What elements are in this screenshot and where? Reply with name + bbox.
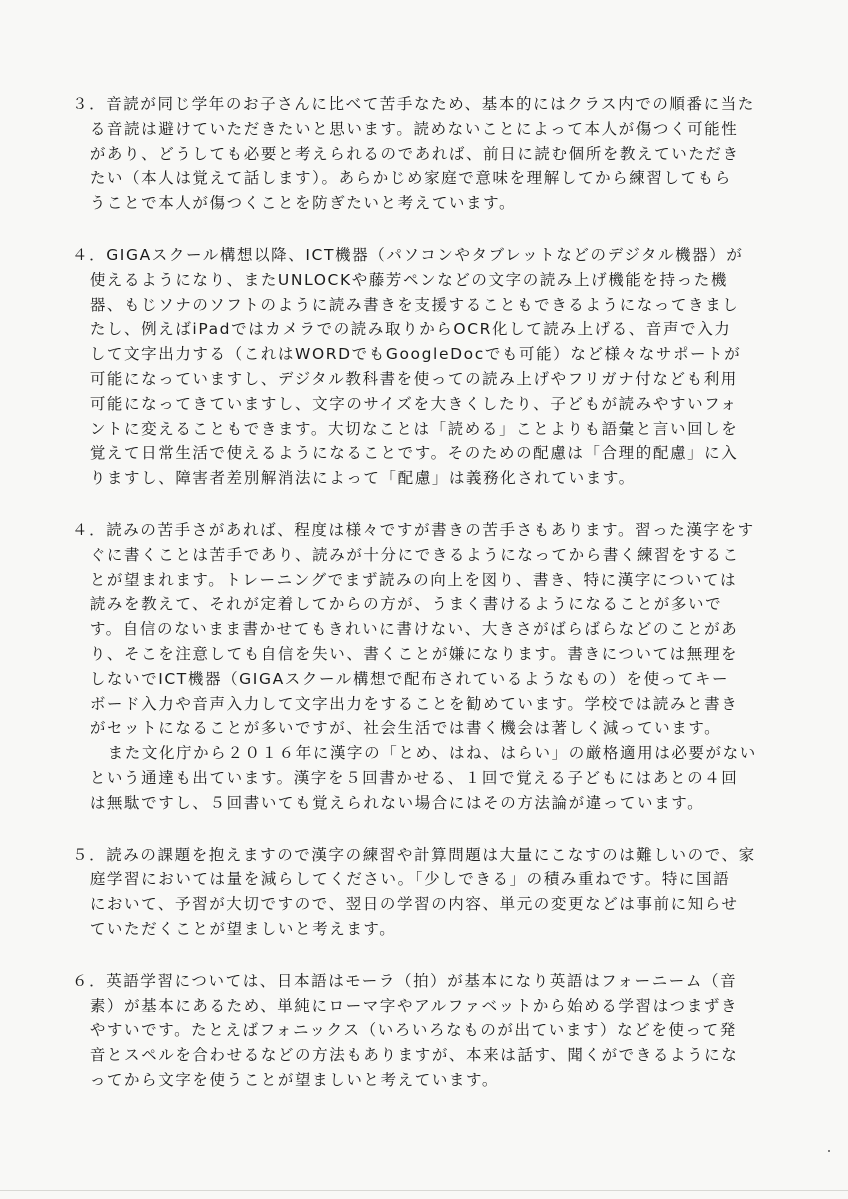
text-line: やすいです。たとえばフォニックス（いろいろなものが出ています）などを使って発: [89, 1021, 737, 1040]
text-line: りますし、障害者差別解消法によって「配慮」は義務化されています。: [89, 469, 636, 488]
text-line: る音読は避けていただきたいと思います。読めないことによって本人が傷つく可能性: [89, 119, 739, 138]
text-line: があり、どうしても必要と考えられるのであれば、前日に読む個所を教えていただき: [89, 144, 740, 163]
text-line: がセットになることが多いですが、社会生活では書く機会は著しく減っています。: [89, 719, 722, 738]
text-line: ３．音読が同じ学年のお子さんに比べて苦手なため、基本的にはクラス内での順番に当た: [72, 95, 755, 113]
text-line: たし、例えばiPadではカメラでの読み取りからOCR化して読み上げる、音声で入力: [89, 320, 732, 339]
text-line: ぐに書くことは苦手であり、読みが十分にできるようになってから書く練習をするこ: [89, 545, 740, 564]
text-line: うことで本人が傷つくことを防ぎたいと考えています。: [89, 194, 517, 213]
text-line: ボード入力や音声入力して文字出力をすることを勧めています。学校では読みと書き: [89, 694, 739, 713]
section-3: [72, 92, 792, 216]
text-line: ６．英語学習については、日本語はモーラ（拍）が基本になり英語はフォーニーム（音: [72, 971, 738, 990]
text-line: して文字出力する（これはWORDでもGoogleDocでも可能）など様々なサポートが: [89, 345, 742, 364]
section-4-writing: [72, 518, 792, 816]
text-line: ４．GIGAスクール構想以降、ICT機器（パソコンやタブレットなどのデジタル機器）が: [72, 245, 744, 264]
document-body: [72, 92, 792, 1120]
text-line: 使えるようになり、またUNLOCKや藤芳ペンなどの文字の読み上げ機能を持った機: [89, 270, 728, 289]
text-line: ントに変えることもできます。大切なことは「読める」ことよりも語彙と言い回しを: [89, 419, 739, 438]
text-line: 可能になってきていますし、文字のサイズを大きくしたり、子どもが読みやすいフォ: [89, 394, 738, 413]
text-line: また文化庁から２０１６年に漢字の「とめ、はね、はらい」の厳格適用は必要がない: [107, 744, 757, 763]
text-line: 読みを教えて、それが定着してからの方が、うまく書けるようになることが多いで: [89, 595, 723, 614]
text-line: ４．読みの苦手さがあれば、程度は様々ですが書きの苦手さもあります。習った漢字をす: [72, 520, 755, 539]
text-line: という通達も出ています。漢字を５回書かせる、１回で覚える子どもにはあとの４回: [89, 768, 739, 787]
text-line: り、そこを注意しても自信を失い、書くことが嫌になります。書きについては無理を: [89, 644, 739, 663]
section-4-ict: [72, 243, 792, 491]
text-line: しないでICT機器（GIGAスクール構想で配布されているようなもの）を使ってキー: [89, 669, 730, 688]
text-line: とが望まれます。トレーニングでまず読みの向上を図り、書き、特に漢字については: [89, 570, 738, 589]
section-6: [72, 969, 792, 1093]
text-line: 可能になっていますし、デジタル教科書を使っての読み上げやフリガナ付なども利用: [89, 369, 738, 388]
text-line: 庭学習においては量を減らしてください。「少しできる」の積み重ねです。特に国語: [89, 870, 731, 889]
text-line: 素）が基本にあるため、単純にローマ字やアルファベットから始める学習はつまずき: [89, 996, 739, 1015]
section-5: [72, 843, 792, 942]
text-line: ってから文字を使うことが望ましいと考えています。: [89, 1070, 499, 1089]
page-bottom-edge: [0, 1190, 848, 1191]
text-line: 器、もじソナのソフトのように読み書きを支援することもできるようになってきまし: [89, 295, 740, 314]
text-line: す。自信のないまま書かせてもきれいに書けない、大きさがばらばらなどのことがあ: [89, 620, 739, 639]
text-line: 音とスペルを合わせるなどの方法もありますが、本来は話す、聞くができるようにな: [89, 1046, 739, 1065]
text-line: において、予習が大切ですので、翌日の学習の内容、単元の変更などは事前に知らせ: [89, 895, 739, 914]
text-line: は無駄ですし、５回書いても覚えられない場合にはその方法論が違っています。: [89, 793, 705, 812]
scan-speck: [828, 1150, 830, 1152]
text-line: 覚えて日常生活で使えるようになることです。そのための配慮は「合理的配慮」に入: [89, 444, 739, 463]
text-line: ていただくことが望ましいと考えます。: [89, 919, 397, 938]
text-line: ５．読みの課題を抱えますので漢字の練習や計算問題は大量にこなすのは難しいので、家: [72, 845, 756, 864]
text-line: たい（本人は覚えて話します）。あらかじめ家庭で意味を理解してから練習してもら: [89, 169, 732, 188]
